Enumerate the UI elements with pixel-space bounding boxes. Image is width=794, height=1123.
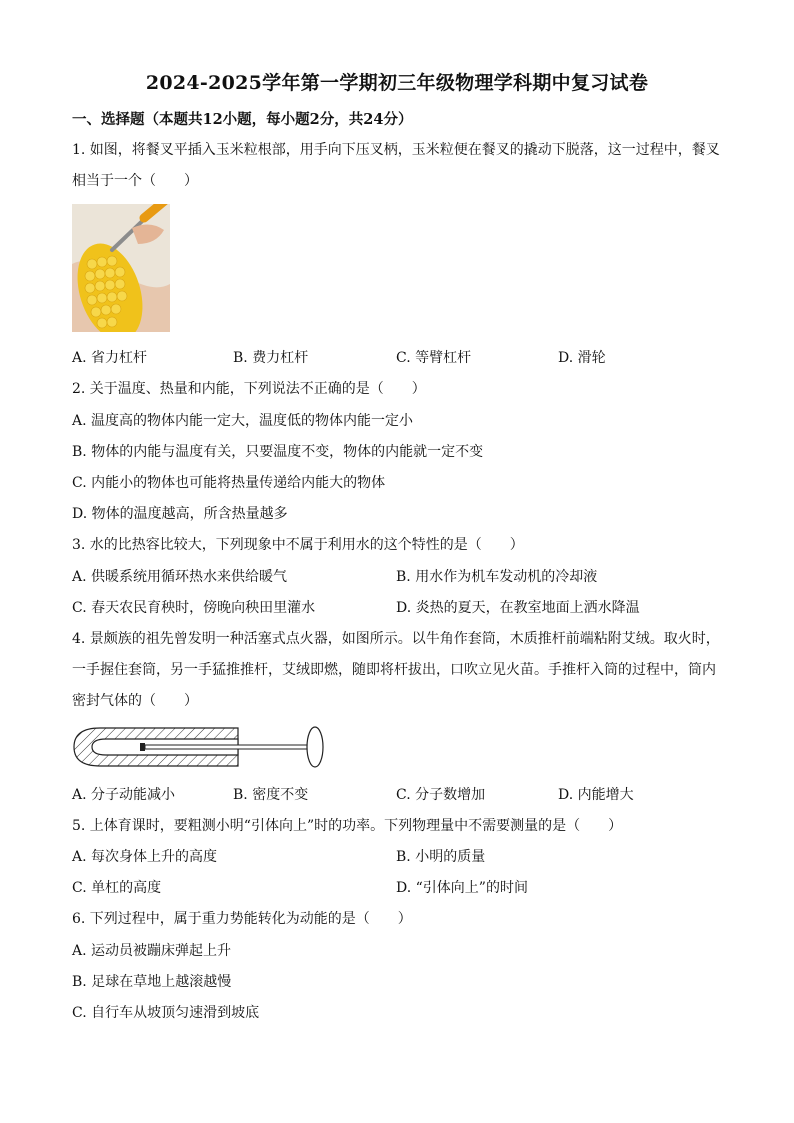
q2-option-d: D. 物体的温度越高，所含热量越多 [72,506,288,522]
q1-option-c: C. 等臂杠杆 [396,350,472,366]
q6-stem: 6. 下列过程中，属于重力势能转化为动能的是（ ） [72,911,412,927]
q3-option-c: C. 春天农民育秧时，傍晚向秧田里灌水 [72,600,316,616]
q3-option-d: D. 炎热的夏天，在教室地面上洒水降温 [396,600,640,616]
q4-option-c: C. 分子数增加 [396,787,486,803]
corn-fork-photo [72,204,170,332]
q1-stem-line2: 相当于一个（ ） [72,173,198,189]
q1-option-a: A. 省力杠杆 [72,350,148,366]
q3-option-a: A. 供暖系统用循环热水来供给暖气 [72,569,288,585]
q6-option-c: C. 自行车从坡顶匀速滑到坡底 [72,1005,260,1021]
q3-option-b: B. 用水作为机车发动机的冷却液 [396,569,598,585]
piston-igniter-figure [72,722,324,772]
q5-option-a: A. 每次身体上升的高度 [72,849,218,865]
section-heading: 一、选择题（本题共12小题，每小题2分，共24分） [72,111,413,128]
q4-option-d: D. 内能增大 [558,787,634,803]
q2-option-c: C. 内能小的物体也可能将热量传递给内能大的物体 [72,475,386,491]
q4-option-a: A. 分子动能减小 [72,787,176,803]
q1-stem-line1: 1. 如图，将餐叉平插入玉米粒根部，用手向下压叉柄，玉米粒便在餐叉的撬动下脱落，这一过程中，餐叉 [72,142,720,158]
q3-stem: 3. 水的比热容比较大，下列现象中不属于利用水的这个特性的是（ ） [72,537,524,553]
q4-stem-line1: 4. 景颇族的祖先曾发明一种活塞式点火器，如图所示。以牛角作套筒，木质推杆前端粘附艾绒。取火时， [72,631,720,647]
q1-option-d: D. 滑轮 [558,350,606,366]
corn-fork-illustration [72,204,170,332]
q6-option-a: A. 运动员被蹦床弹起上升 [72,943,232,959]
q2-stem: 2. 关于温度、热量和内能，下列说法不正确的是（ ） [72,381,426,397]
page-title: 2024-2025学年第一学期初三年级物理学科期中复习试卷 [145,72,649,94]
piston-igniter-diagram [72,722,324,772]
q1-option-b: B. 费力杠杆 [233,350,309,366]
q5-option-b: B. 小明的质量 [396,849,486,865]
q5-stem: 5. 上体育课时，要粗测小明“引体向上”时的功率。下列物理量中不需要测量的是（ ） [72,818,623,834]
q6-option-b: B. 足球在草地上越滚越慢 [72,974,232,990]
q5-option-d: D. “引体向上”的时间 [396,880,528,896]
q4-stem-line2: 一手握住套筒，另一手猛推推杆，艾绒即燃，随即将杆拔出，口吹立见火苗。手推杆入筒的过程中，筒内 [72,662,716,678]
q4-stem-line3: 密封气体的（ ） [72,693,198,709]
q4-option-b: B. 密度不变 [233,787,309,803]
q2-option-b: B. 物体的内能与温度有关，只要温度不变，物体的内能就一定不变 [72,444,484,460]
q2-option-a: A. 温度高的物体内能一定大，温度低的物体内能一定小 [72,413,414,429]
q5-option-c: C. 单杠的高度 [72,880,162,896]
